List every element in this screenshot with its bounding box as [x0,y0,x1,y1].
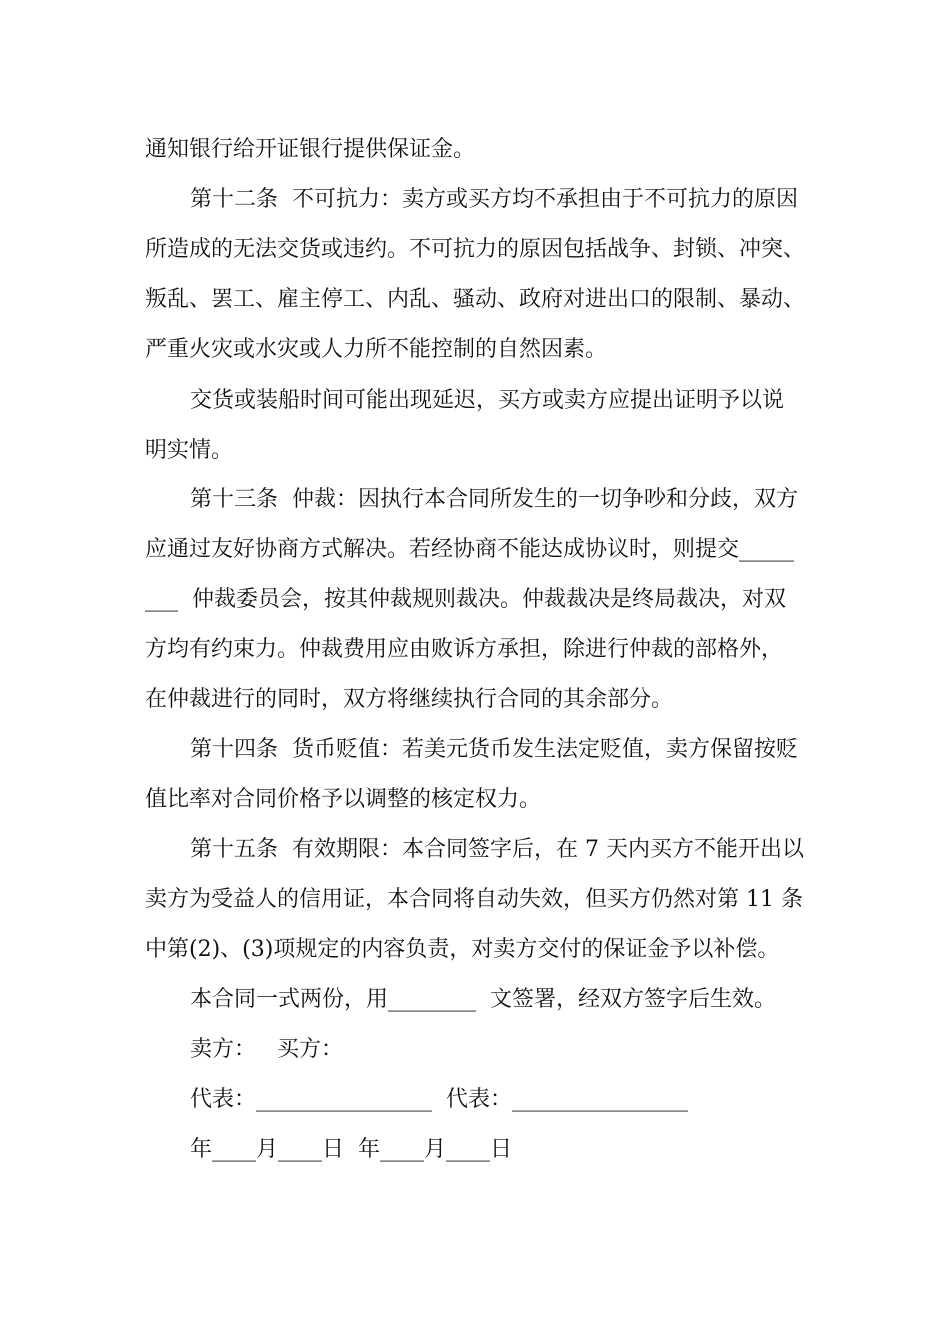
article-15-heading-line: 第十五条 有效期限：本合同签字后，在 7 天内买方不能开出以 [190,837,804,862]
paragraph-line: 明实情。 [145,438,234,463]
paragraph-line: 叛乱、罢工、雇主停工、内乱、骚动、政府对进出口的限制、暴动、 [145,287,806,312]
copies-clause-line: 本合同一式两份，用________ 文签署，经双方签字后生效。 [190,987,776,1012]
paragraph-line: 中第(2)、(3)项规定的内容负责，对卖方交付的保证金予以补偿。 [145,937,780,962]
paragraph-line: 交货或装船时间可能出现延迟，买方或卖方应提出证明予以说 [190,388,785,413]
representative-signature-line: 代表：________________ 代表：________________ [190,1087,688,1112]
signature-date-line: 年____月____日 年____月____日 [190,1137,512,1162]
paragraph-line: ___ 仲裁委员会，按其仲裁规则裁决。仲裁裁决是终局裁决，对双 [145,587,786,612]
paragraph-line: 通知银行给开证银行提供保证金。 [145,137,476,162]
paragraph-line: 在仲裁进行的同时，双方将继续执行合同的其余部分。 [145,687,674,712]
article-12-heading-line: 第十二条 不可抗力：卖方或买方均不承担由于不可抗力的原因 [190,187,798,212]
paragraph-line: 值比率对合同价格予以调整的核定权力。 [145,787,542,812]
article-14-heading-line: 第十四条 货币贬值：若美元货币发生法定贬值，卖方保留按贬 [190,737,798,762]
article-13-heading-line: 第十三条 仲裁：因执行本合同所发生的一切争吵和分歧，双方 [190,487,798,512]
paragraph-line: 应通过友好协商方式解决。若经协商不能达成协议时，则提交_____ [145,537,795,562]
paragraph-line: 严重火灾或水灾或人力所不能控制的自然因素。 [145,337,608,362]
signature-parties-line: 卖方： 买方： [190,1037,343,1062]
paragraph-line: 卖方为受益人的信用证，本合同将自动失效，但买方仍然对第 11 条 [145,887,803,912]
paragraph-line: 方均有约束力。仲裁费用应由败诉方承担，除进行仲裁的部格外， [145,637,784,662]
paragraph-line: 所造成的无法交货或违约。不可抗力的原因包括战争、封锁、冲突、 [145,237,806,262]
